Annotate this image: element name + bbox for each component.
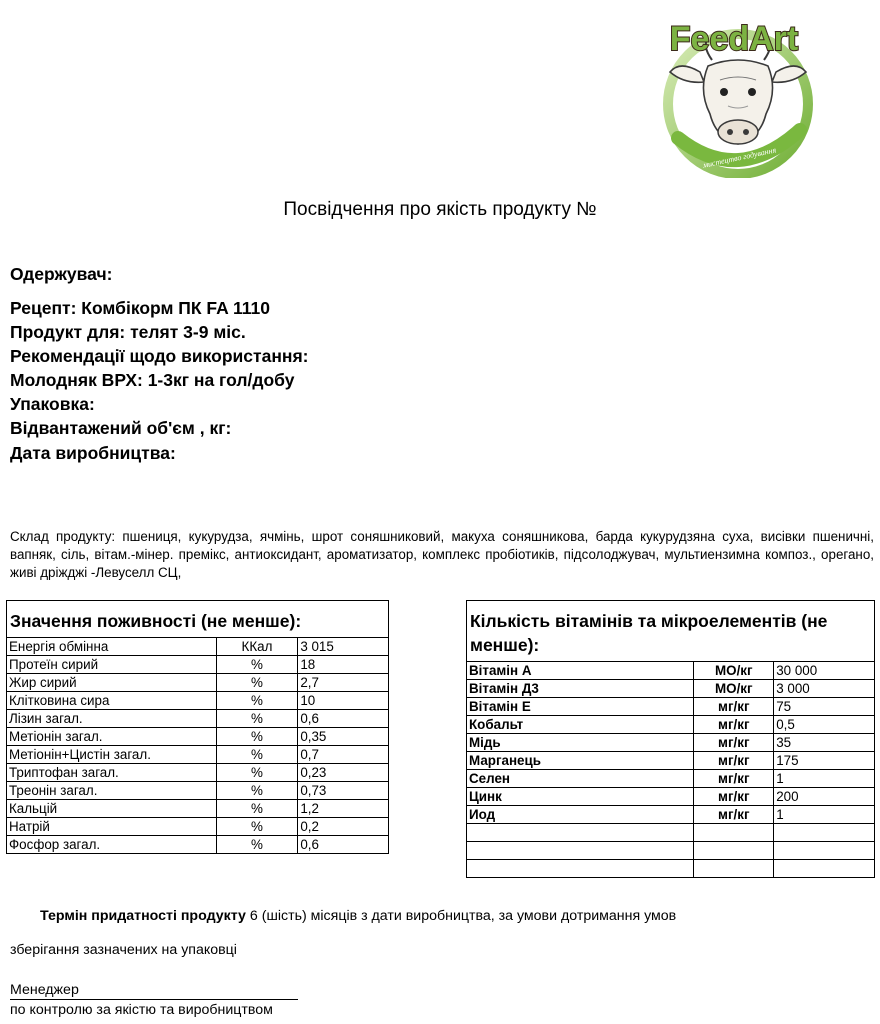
row-value: 1	[774, 770, 875, 788]
row-name: Кальцій	[7, 800, 217, 818]
table-row	[7, 782, 389, 800]
row-name: Протеїн сирий	[7, 656, 217, 674]
row-unit: МО/кг	[694, 662, 774, 680]
table-row	[7, 710, 389, 728]
shelf-life-text: 6 (шість) місяців з дати виробництва, за умови дотримання умов	[249, 908, 677, 924]
row-name: Селен	[467, 770, 694, 788]
row-unit: %	[216, 710, 298, 728]
page-title: Посвідчення про якість продукту №	[283, 199, 597, 220]
shelf-life-label: Термін придатності продукту	[40, 908, 246, 924]
row-name: Вітамін Е	[467, 698, 694, 716]
row-name	[467, 824, 694, 842]
row-name: Мідь	[467, 734, 694, 752]
table-row	[7, 746, 389, 764]
row-value: 10	[298, 692, 389, 710]
usage-recommendations-line: Рекомендації щодо використання:	[10, 346, 309, 366]
table-row	[7, 656, 389, 674]
table-row	[467, 716, 875, 734]
row-value: 35	[774, 734, 875, 752]
vitamins-header: Кількість вітамінів та мікроелементів (не менше):	[467, 601, 875, 662]
row-value: 3 000	[774, 680, 875, 698]
table-row	[467, 752, 875, 770]
row-unit: мг/кг	[694, 734, 774, 752]
row-name: Лізин загал.	[7, 710, 217, 728]
table-row	[467, 770, 875, 788]
logo-slogan: мистецтво годування	[702, 145, 777, 170]
manager-title: по контролю за якістю та виробництвом	[10, 1002, 273, 1018]
row-name: Клітковина сира	[7, 692, 217, 710]
row-unit: %	[216, 674, 298, 692]
row-name: Енергія обмінна	[7, 638, 217, 656]
row-value: 0,7	[298, 746, 389, 764]
table-row	[7, 674, 389, 692]
feedart-logo	[650, 10, 830, 178]
recipe-line: Рецепт: Комбікорм ПК FA 1110	[10, 298, 270, 318]
row-unit: %	[216, 818, 298, 836]
row-unit: МО/кг	[694, 680, 774, 698]
vitamins-table	[466, 600, 875, 878]
shelf-life	[40, 908, 676, 924]
row-value: 2,7	[298, 674, 389, 692]
row-value: 0,5	[774, 716, 875, 734]
table-row	[467, 734, 875, 752]
row-value: 0,6	[298, 836, 389, 854]
row-value: 200	[774, 788, 875, 806]
row-unit: %	[216, 764, 298, 782]
row-name	[467, 860, 694, 878]
row-value: 30 000	[774, 662, 875, 680]
row-unit: %	[216, 782, 298, 800]
recipient-label: Одержувач:	[10, 264, 113, 284]
row-unit: %	[216, 746, 298, 764]
row-value: 75	[774, 698, 875, 716]
row-name: Фосфор загал.	[7, 836, 217, 854]
table-row	[467, 842, 875, 860]
row-unit: %	[216, 692, 298, 710]
row-value: 18	[298, 656, 389, 674]
packaging-line: Упаковка:	[10, 394, 95, 414]
table-row	[467, 680, 875, 698]
row-unit: %	[216, 800, 298, 818]
row-unit: %	[216, 656, 298, 674]
table-row	[7, 764, 389, 782]
row-name: Натрій	[7, 818, 217, 836]
row-unit: мг/кг	[694, 770, 774, 788]
shipped-volume-line: Відвантажений об'єм , кг:	[10, 418, 232, 438]
table-row	[467, 662, 875, 680]
row-value: 0,23	[298, 764, 389, 782]
table-row	[467, 698, 875, 716]
table-row	[7, 800, 389, 818]
table-row	[7, 836, 389, 854]
row-unit	[694, 842, 774, 860]
row-value: 0,6	[298, 710, 389, 728]
row-unit: мг/кг	[694, 716, 774, 734]
manager-signature-line: Менеджер	[10, 982, 298, 1000]
row-unit	[694, 824, 774, 842]
row-unit: мг/кг	[694, 698, 774, 716]
row-value: 1,2	[298, 800, 389, 818]
product-composition: Склад продукту: пшениця, кукурудза, ячмінь, шрот соняшниковий, макуха соняшникова, барда кукурудзяна суха, висівки пшеничні, вапняк, сіль, вітам.-мінер. премікс, антиоксидант, ароматизатор, комплекс пробіотиків, підсолоджувач, мультиензимна композ., орегано, живі дріжджі -Левуселл СЦ,	[10, 529, 874, 580]
table-row	[7, 692, 389, 710]
row-unit: %	[216, 728, 298, 746]
table-row	[7, 728, 389, 746]
row-name: Цинк	[467, 788, 694, 806]
row-value: 0,35	[298, 728, 389, 746]
logo-brand: FeedArt	[669, 20, 799, 58]
row-unit: мг/кг	[694, 752, 774, 770]
row-unit: ККал	[216, 638, 298, 656]
row-value: 0,73	[298, 782, 389, 800]
row-unit	[694, 860, 774, 878]
table-row	[467, 806, 875, 824]
table-row	[467, 788, 875, 806]
row-name: Иод	[467, 806, 694, 824]
production-date-line: Дата виробництва:	[10, 443, 176, 463]
row-unit: мг/кг	[694, 806, 774, 824]
row-name	[467, 842, 694, 860]
row-value	[774, 860, 875, 878]
row-unit: мг/кг	[694, 788, 774, 806]
nutrition-header: Значення поживності (не менше):	[7, 601, 389, 638]
young-cattle-dose-line: Молодняк ВРХ: 1-3кг на гол/добу	[10, 370, 295, 390]
row-name: Вітамін Д3	[467, 680, 694, 698]
row-value: 1	[774, 806, 875, 824]
row-value	[774, 842, 875, 860]
row-value	[774, 824, 875, 842]
shelf-life-text-continued: зберігання зазначених на упаковці	[10, 942, 237, 958]
row-name: Кобальт	[467, 716, 694, 734]
table-row	[467, 860, 875, 878]
nutrition-table	[6, 600, 389, 854]
product-for-line: Продукт для: телят 3-9 міс.	[10, 322, 246, 342]
row-value: 175	[774, 752, 875, 770]
row-name: Треонін загал.	[7, 782, 217, 800]
table-row	[7, 638, 389, 656]
table-row	[7, 818, 389, 836]
row-name: Метіонін+Цистін загал.	[7, 746, 217, 764]
row-value: 0,2	[298, 818, 389, 836]
table-row	[467, 824, 875, 842]
row-name: Триптофан загал.	[7, 764, 217, 782]
row-name: Жир сирий	[7, 674, 217, 692]
row-value: 3 015	[298, 638, 389, 656]
row-name: Вітамін А	[467, 662, 694, 680]
row-name: Марганець	[467, 752, 694, 770]
row-name: Метіонін загал.	[7, 728, 217, 746]
cow-logo-icon	[650, 10, 830, 178]
row-unit: %	[216, 836, 298, 854]
